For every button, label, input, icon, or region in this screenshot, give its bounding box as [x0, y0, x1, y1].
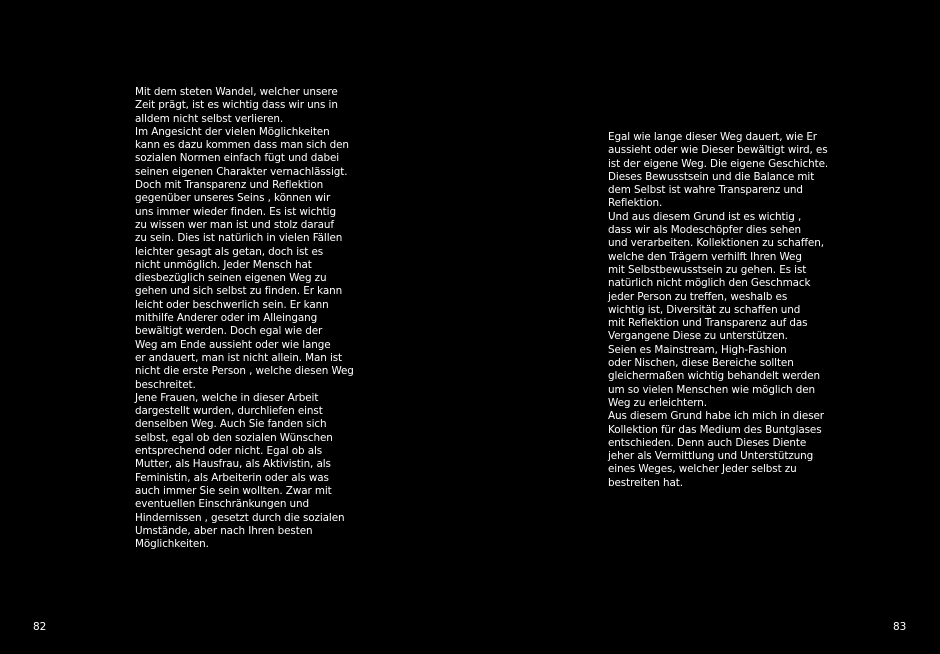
- text-line: Zeit prägt, ist es wichtig dass wir uns in: [135, 99, 338, 112]
- right-page-body-text: [608, 131, 828, 490]
- text-line: wichtig ist, Diversität zu schaffen und: [608, 303, 801, 316]
- text-line: er andauert, man ist nicht allein. Man ist: [135, 351, 343, 364]
- text-line: und verarbeiten. Kollektionen zu schaffen,: [608, 237, 824, 250]
- text-line: nicht unmöglich. Jeder Mensch hat: [135, 258, 312, 271]
- text-line: selbst, egal ob den sozialen Wünschen: [135, 431, 333, 444]
- text-line: uns immer wieder finden. Es ist wichtig: [135, 205, 336, 218]
- text-line: entsprechend oder nicht. Egal ob als: [135, 445, 323, 458]
- text-line: eines Weges, welcher Jeder selbst zu: [608, 463, 797, 476]
- text-line: Vergangene Diese zu unterstützen.: [608, 330, 788, 343]
- right-page: [470, 0, 940, 654]
- text-line: oder Nischen, diese Bereiche sollten: [608, 357, 794, 370]
- text-line: auch immer Sie sein wollten. Zwar mit: [135, 484, 332, 497]
- text-line: Im Angesicht der vielen Möglichkeiten: [135, 125, 330, 138]
- text-line: diesbezüglich seinen eigenen Weg zu: [135, 272, 327, 285]
- text-line: jeher als Vermittlung und Unterstützung: [608, 450, 814, 463]
- left-page-number: 82: [33, 621, 47, 633]
- text-line: um so vielen Menschen wie möglich den: [608, 383, 816, 396]
- text-line: seinen eigenen Charakter vernachlässigt.: [135, 165, 348, 178]
- text-line: Und aus diesem Grund ist es wichtig ,: [608, 210, 802, 223]
- text-line: Mit dem steten Wandel, welcher unsere: [135, 86, 338, 98]
- text-line: Aus diesem Grund habe ich mich in dieser: [608, 410, 824, 423]
- text-line: mit Selbstbewusstsein zu gehen. Es ist: [608, 263, 807, 276]
- text-line: kann es dazu kommen dass man sich den: [135, 139, 349, 152]
- text-line: gleichermaßen wichtig behandelt werden: [608, 370, 820, 383]
- text-line: Feministin, als Arbeiterin oder als was: [135, 471, 329, 484]
- text-line: beschreitet.: [135, 378, 196, 391]
- text-line: Umstände, aber nach Ihren besten: [135, 524, 313, 537]
- text-line: ist der eigene Weg. Die eigene Geschichte.: [608, 157, 829, 170]
- text-line: Dieses Bewusstsein und die Balance mit: [608, 170, 815, 183]
- text-line: mithilfe Anderer oder im Alleingang: [135, 312, 318, 325]
- text-line: eventuellen Einschränkungen und: [135, 498, 310, 511]
- text-line: dass wir als Modeschöpfer dies sehen: [608, 224, 801, 237]
- text-line: dargestellt wurden, durchliefen einst: [135, 405, 323, 418]
- text-line: Kollektion für das Medium des Buntglases: [608, 423, 822, 436]
- left-page-body-text: [135, 86, 354, 551]
- text-line: Möglichkeiten.: [135, 538, 209, 551]
- text-line: nicht die erste Person , welche diesen Weg: [135, 365, 354, 378]
- text-line: welche den Trägern verhilft Ihren Weg: [608, 250, 802, 263]
- text-line: bestreiten hat.: [608, 476, 683, 489]
- text-line: Weg zu erleichtern.: [608, 396, 707, 409]
- text-line: mit Reflektion und Transparenz auf das: [608, 317, 808, 330]
- text-line: Egal wie lange dieser Weg dauert, wie Er: [608, 131, 817, 143]
- text-line: sozialen Normen einfach fügt und dabei: [135, 152, 340, 165]
- text-line: Weg am Ende aussieht oder wie lange: [135, 338, 331, 351]
- text-line: gegenüber unseres Seins , können wir: [135, 192, 331, 205]
- text-line: Doch mit Transparenz und Reflektion: [135, 179, 324, 192]
- text-line: jeder Person zu treffen, weshalb es: [608, 290, 788, 303]
- text-line: Seien es Mainstream, High-Fashion: [608, 343, 787, 356]
- text-line: aussieht oder wie Dieser bewältigt wird, es: [608, 144, 828, 157]
- text-line: alldem nicht selbst verlieren.: [135, 112, 284, 125]
- text-line: Jene Frauen, welche in dieser Arbeit: [135, 391, 319, 404]
- text-line: Mutter, als Hausfrau, als Aktivistin, als: [135, 458, 331, 471]
- text-line: natürlich nicht möglich den Geschmack: [608, 277, 811, 290]
- text-line: leichter gesagt als getan, doch ist es: [135, 245, 324, 258]
- text-line: entschieden. Denn auch Dieses Diente: [608, 436, 807, 449]
- right-page-number: 83: [893, 621, 907, 633]
- text-line: Hindernissen , gesetzt durch die sozialen: [135, 511, 345, 524]
- text-line: denselben Weg. Auch Sie fanden sich: [135, 418, 327, 431]
- text-line: bewältigt werden. Doch egal wie der: [135, 325, 323, 338]
- text-line: dem Selbst ist wahre Transparenz und: [608, 184, 803, 197]
- text-line: zu sein. Dies ist natürlich in vielen Fällen: [135, 232, 343, 245]
- text-line: gehen und sich selbst zu finden. Er kann: [135, 285, 343, 298]
- text-line: zu wissen wer man ist und stolz darauf: [135, 218, 334, 231]
- text-line: Reflektion.: [608, 197, 663, 210]
- text-line: leicht oder beschwerlich sein. Er kann: [135, 298, 329, 311]
